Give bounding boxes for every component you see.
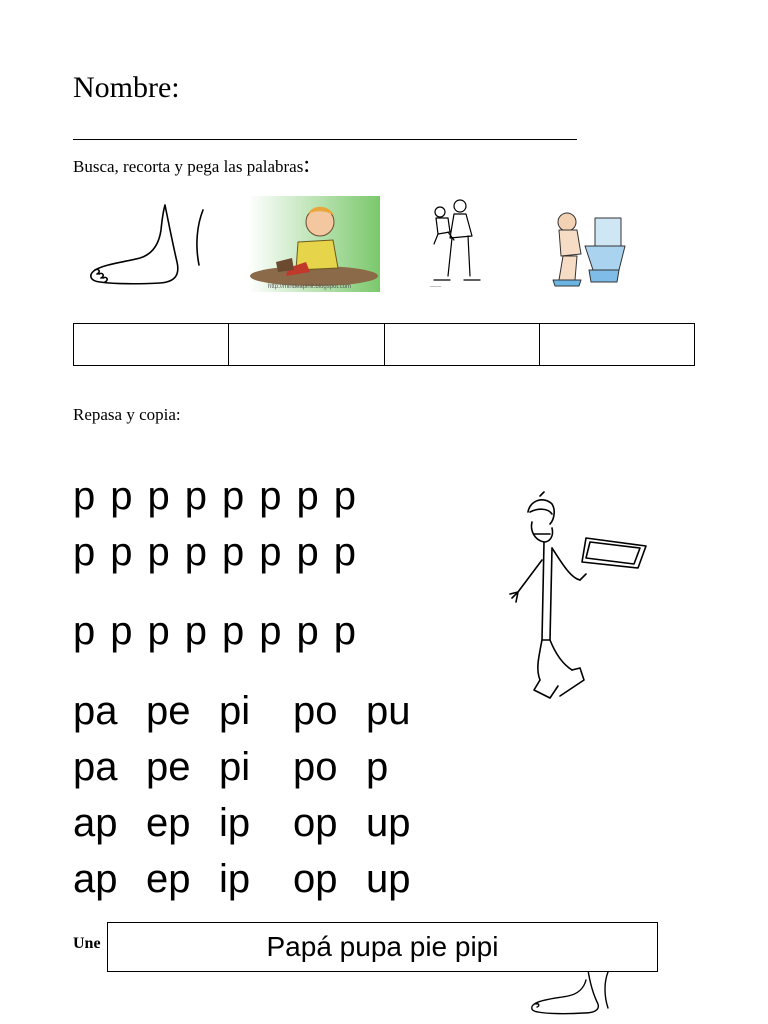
letter: p [222,474,245,518]
letter: p [73,609,96,653]
letter: p [333,474,356,518]
syllable-row [73,688,439,734]
letter: p [110,609,133,653]
letter: p [333,530,356,574]
syllable: pi [219,689,251,733]
syllable: pa [73,689,118,733]
syllable: op [293,801,338,845]
letter: p [184,609,207,653]
syllable: ap [73,857,118,901]
letter: p [296,530,319,574]
syllable: pu [366,689,411,733]
letter: p [73,530,96,574]
letter: p [184,474,207,518]
syllable: pa [73,745,118,789]
answer-cell[interactable] [74,324,229,365]
syllable-row [73,800,439,846]
nombre-label: Nombre: [73,71,180,104]
join-instruction: Une [73,935,101,952]
letter: p [73,474,96,518]
syllable: ep [146,857,191,901]
foot-small-drawing-icon [528,968,618,1018]
word-box: Papá pupa pie pipi [107,922,658,972]
foot-drawing-icon [85,200,210,290]
letter: p [110,530,133,574]
syllable: pe [146,745,191,789]
letter: p [147,474,170,518]
syllable-row [73,856,439,902]
syllable: po [293,745,338,789]
crying-child-picture-icon [248,196,380,292]
answer-table [73,323,695,366]
letter: p [222,530,245,574]
syllable: pe [146,689,191,733]
syllable: ip [219,801,251,845]
syllable: ap [73,801,118,845]
syllable: up [366,857,411,901]
cut-paste-instruction [73,152,311,178]
letter-row [73,473,371,519]
letter: p [147,609,170,653]
syllable: po [293,689,338,733]
syllable: op [293,857,338,901]
cut-paste-colon: : [303,152,311,178]
letter-row [73,529,371,575]
syllable: ep [146,801,191,845]
syllable: up [366,801,411,845]
trace-copy-instruction: Repasa y copia: [73,405,181,424]
answer-cell[interactable] [540,324,694,365]
cut-paste-text: Busca, recorta y pega las palabras [73,157,304,176]
syllable: pi [219,745,251,789]
answer-cell[interactable] [385,324,540,365]
svg-text:____: ____ [430,282,442,288]
letter: p [296,609,319,653]
letter: p [296,474,319,518]
syllable: p [366,745,389,789]
letter: p [259,609,282,653]
svg-text:http://mindeapinit.blogspot.co: http://mindeapinit.blogspot.com [268,284,352,290]
name-writing-line [73,139,577,140]
letter: p [110,474,133,518]
letter: p [259,530,282,574]
letter-p-character-icon [500,490,652,710]
letter: p [333,609,356,653]
answer-cell[interactable] [229,324,384,365]
syllable: ip [219,857,251,901]
syllable-row [73,744,439,790]
letter: p [184,530,207,574]
letter: p [259,474,282,518]
father-holding-child-icon [420,196,512,288]
letter: p [222,609,245,653]
letter: p [147,530,170,574]
letter-row [73,608,371,654]
child-on-toilet-icon [545,200,630,290]
